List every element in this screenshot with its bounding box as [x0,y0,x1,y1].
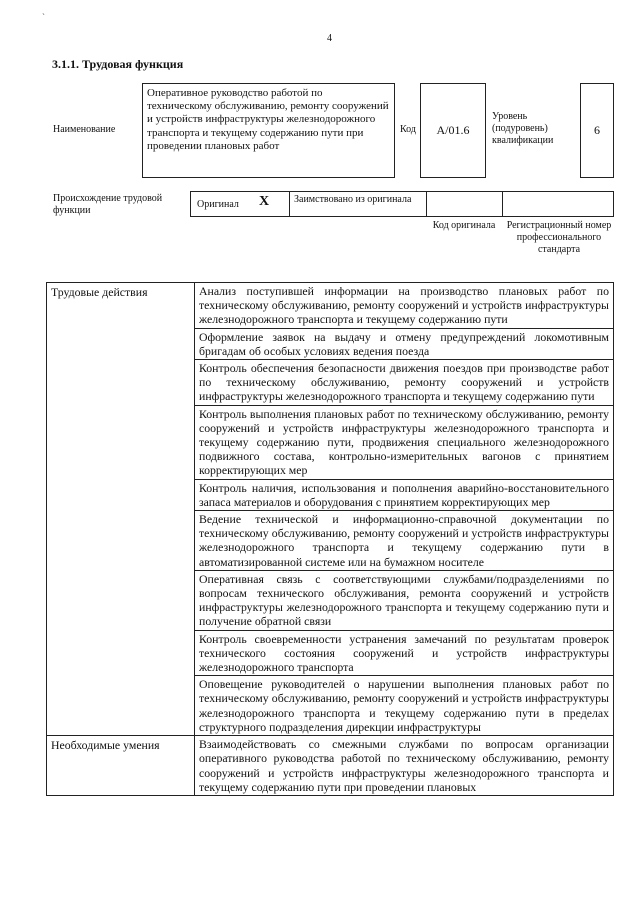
table-cell: Контроль выполнения плановых работ по техническому обслуживанию, ремонту сооружений и устройств инфраструктуры железнодорожного транспорта и текущему содержанию пути, продвижения специального железнодорожного подвижного состава, контрольно-измерительных вагонов с принятием корректирующих мер [195,405,614,479]
code-label: Код [400,124,416,135]
level-label: Уровень (подуровень) квалификации [492,111,554,146]
page-number: 4 [327,33,332,44]
original-label: Оригинал [197,199,239,210]
table-cell: Оповещение руководителей о нарушении выполнения плановых работ по техническому обслуживанию, ремонту сооружений и устройств инфраструктуры железнодорожного транспорта и текущему содержанию пути в пределах структурного подразделения дирекции инфраструктуры [195,676,614,736]
table-cell: Ведение технической и информационно-справочной документации по техническому обслуживанию, ремонту сооружений и устройств инфраструктуры железнодорожного транспорта и текущему содержанию пути в автоматизированной системе или на бумажном носителе [195,511,614,571]
level-value-box: 6 [580,83,614,178]
table-cell: Анализ поступившей информации на производство плановых работ по техническому обслуживанию, ремонту сооружений и устройств инфраструктуры железнодорожного транспорта и текущему содержанию пути [195,283,614,329]
section-label: Необходимые умения [47,736,195,796]
table-row [47,283,614,329]
labor-actions-table [46,282,614,796]
origin-label: Происхождение трудовой функции [53,193,163,216]
borrowed-cell: Заимствовано из оригинала [289,191,427,217]
name-label: Наименование [53,124,116,135]
section-label: Трудовые действия [47,283,195,736]
table-cell: Оперативная связь с соответствующими службами/подразделениями по вопросам технического обслуживания, ремонта сооружений и устройств инфраструктуры железнодорожного транспорта и текущему содержанию пути и получение обратной связи [195,570,614,630]
table-cell: Контроль обеспечения безопасности движения поездов при производстве работ по техническому обслуживанию, ремонту сооружений и устройств инфраструктуры железнодорожного транспорта и текущему содержанию пути [195,360,614,406]
table-cell: Взаимодействовать со смежными службами по вопросам организации оперативного руководства работой по техническому обслуживанию, ремонту сооружений и устройств инфраструктуры железнодорожного транспорта и текущему содержанию пути при проведении плановых [195,736,614,796]
table-cell: Контроль своевременности устранения замечаний по результатам проверок технического состояния сооружений и устройств инфраструктуры железнодорожного транспорта [195,630,614,676]
reg-number-label: Регистрационный номер профессионального стандарта [506,220,612,255]
function-name-box: Оперативное руководство работой по техническому обслуживанию, ремонту сооружений и устройств инфраструктуры железнодорожного транспорта и текущему содержанию пути при проведении плановых работ [142,83,395,178]
function-code-box: А/01.6 [420,83,486,178]
table-cell: Оформление заявок на выдачу и отмену предупреждений локомотивным бригадам об особых условиях ведения поезда [195,328,614,359]
original-mark: X [259,194,270,209]
table-cell: Контроль наличия, использования и пополнения аварийно-восстановительного запаса материалов и оборудования с принятием корректирующих мер [195,479,614,510]
code-original-label: Код оригинала [432,220,496,231]
corner-mark: ` [42,12,45,22]
section-heading: 3.1.1. Трудовая функция [52,57,184,71]
table-row [47,736,614,796]
